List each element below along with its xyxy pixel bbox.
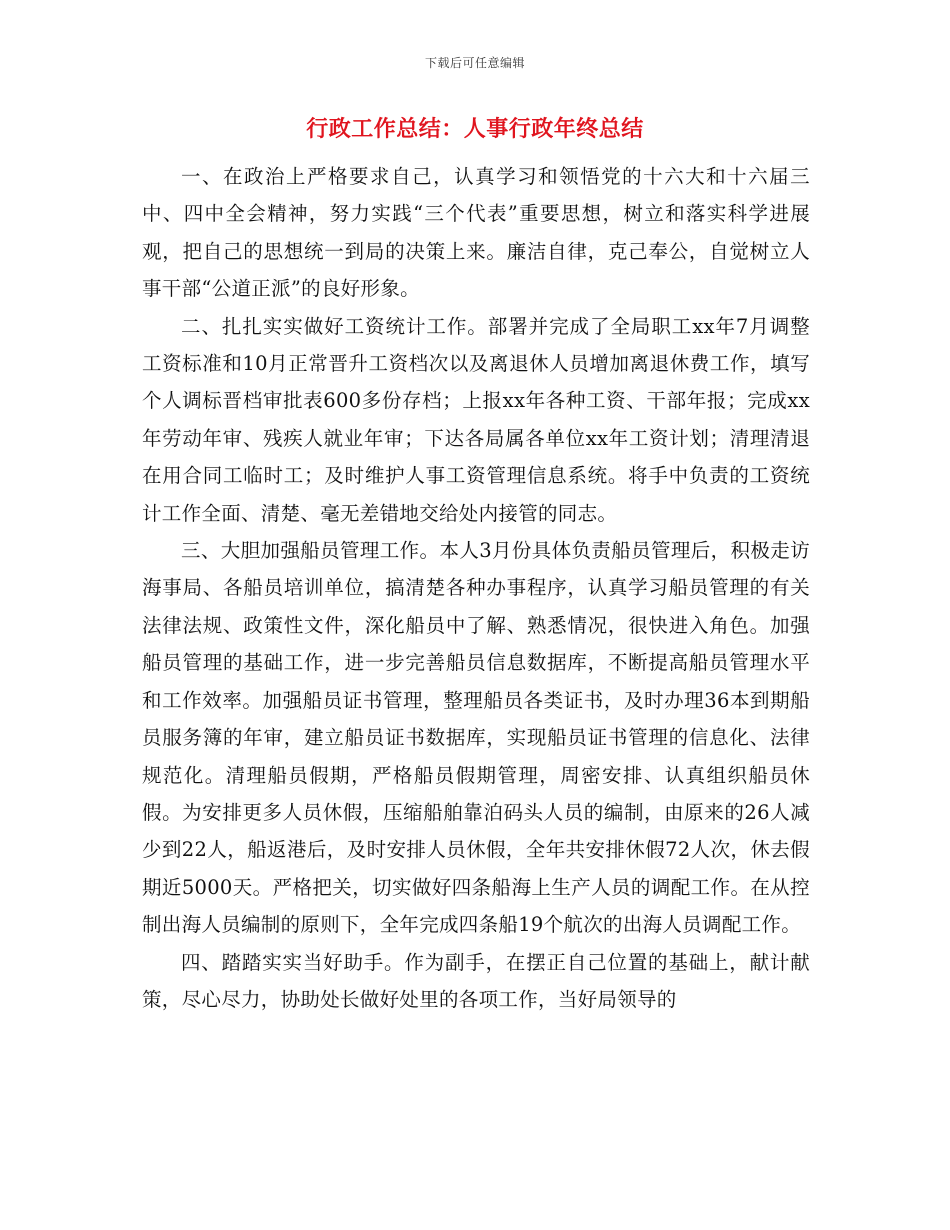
document-body	[142, 158, 810, 1018]
paragraph-crew-management: 三、大胆加强船员管理工作。本人3月份具体负责船员管理后，积极走访海事局、各船员培训单位，搞清楚各种办事程序，认真学习船员管理的有关法律法规、政策性文件，深化船员中了解、熟悉情况，很快进入角色。加强船员管理的基础工作，进一步完善船员信息数据库，不断提高船员管理水平和工作效率。加强船员证书管理，整理船员各类证书，及时办理36本到期船员服务簿的年审，建立船员证书数据库，实现船员证书管理的信息化、法律规范化。清理船员假期，严格船员假期管理，周密安排、认真组织船员休假。为安排更多人员休假，压缩船舶靠泊码头人员的编制，由原来的26人减少到22人，船返港后，及时安排人员休假，全年共安排休假72人次，休去假期近5000天。严格把关，切实做好四条船海上生产人员的调配工作。在从控制出海人员编制的原则下，全年完成四条船19个航次的出海人员调配工作。	[142, 539, 810, 937]
paragraph-assistant-role: 四、踏踏实实当好助手。作为副手，在摆正自己位置的基础上，献计献策，尽心尽力，协助处长做好处里的各项工作，当好局领导的	[142, 950, 810, 1011]
paragraph-salary-statistics: 二、扎扎实实做好工资统计工作。部署并完成了全局职工xx年7月调整工资标准和10月正常晋升工资档次以及离退休人员增加离退休费工作，填写个人调标晋档审批表600多份存档；上报xx年各种工资、干部年报；完成xx年劳动年审、残疾人就业年审；下达各局属各单位xx年工资计划；清理清退在用合同工临时工；及时维护人事工资管理信息系统。将手中负责的工资统计工作全面、清楚、毫无差错地交给处内接管的同志。	[142, 314, 810, 525]
header-note: 下载后可任意编辑	[424, 56, 525, 70]
document-title: 行政工作总结：人事行政年终总结	[306, 116, 644, 142]
paragraph-political: 一、在政治上严格要求自己，认真学习和领悟党的十六大和十六届三中、四中全会精神，努力实践“三个代表”重要思想，树立和落实科学进展观，把自己的思想统一到局的决策上来。廉洁自律，克己奉公，自觉树立人事干部“公道正派”的良好形象。	[142, 165, 810, 301]
